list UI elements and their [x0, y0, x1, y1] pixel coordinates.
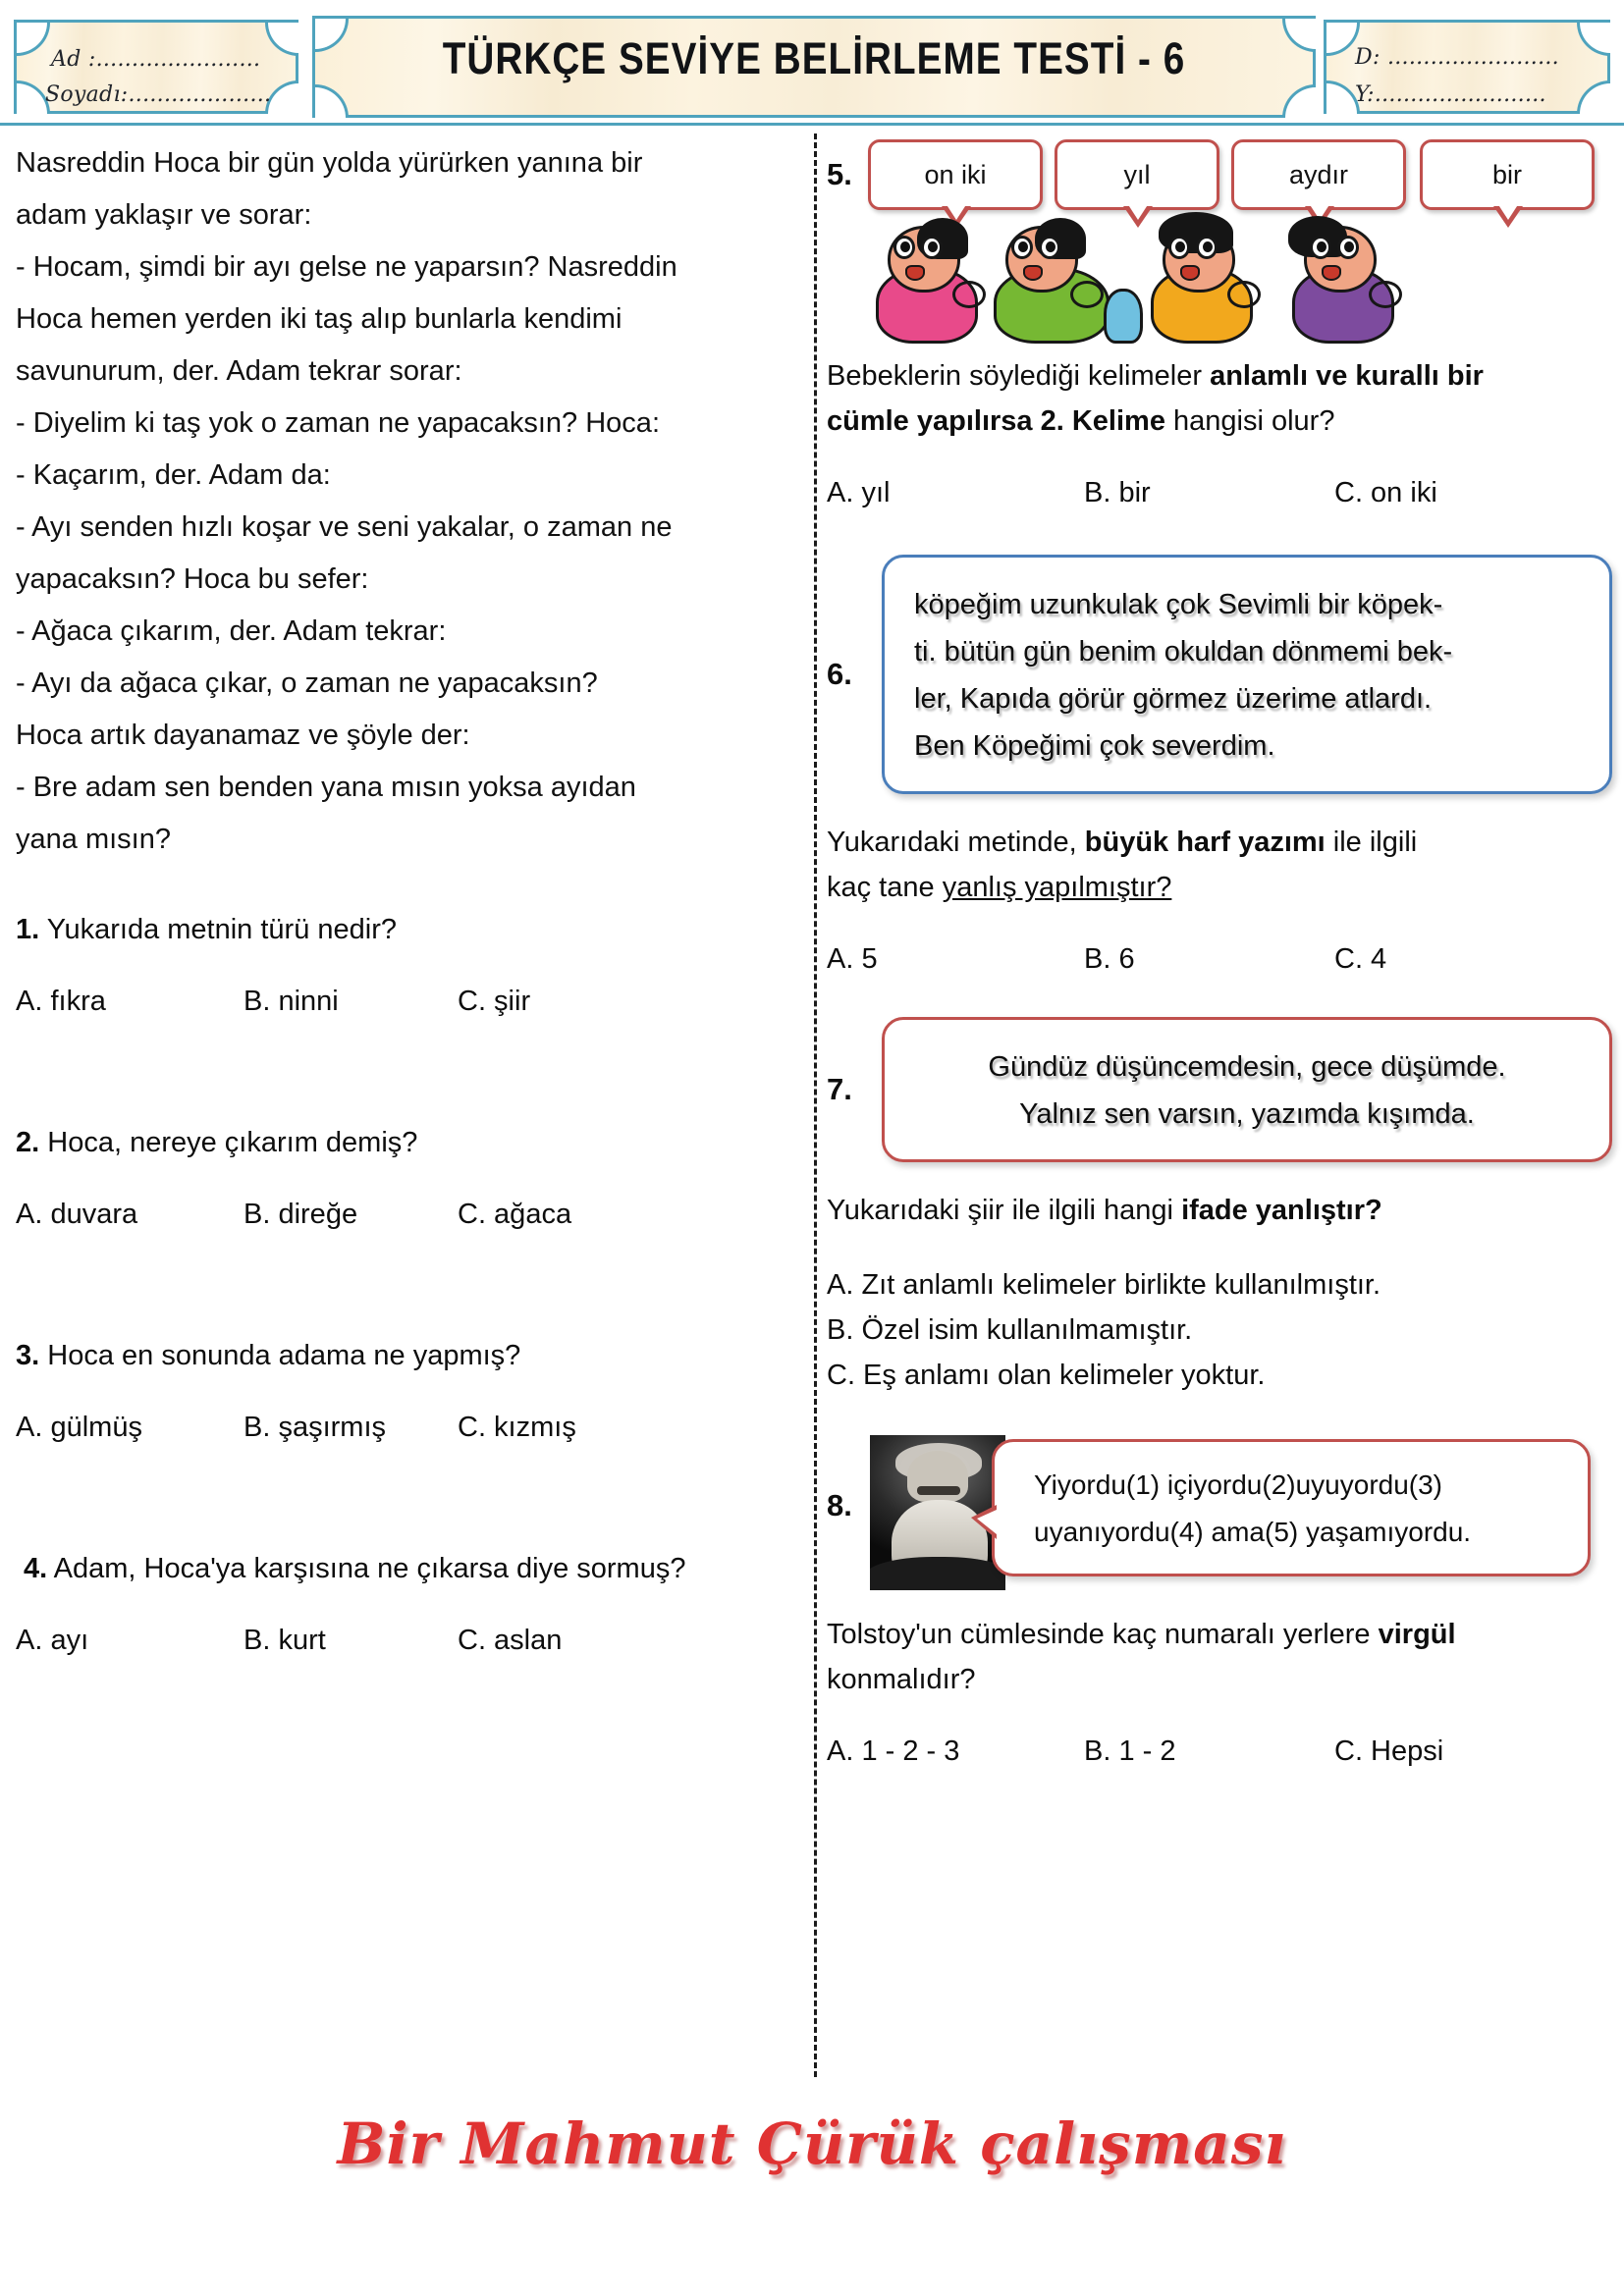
callout-line: Yiyordu(1) içiyordu(2)uyuyordu(3) — [1034, 1469, 1443, 1500]
option-b[interactable]: B. ninni — [244, 986, 339, 1017]
baby-mouth — [1322, 265, 1341, 281]
question-4 — [16, 1546, 801, 1657]
baby-eye — [1011, 236, 1033, 259]
baby-arm — [952, 281, 986, 308]
worksheet-header — [0, 12, 1624, 120]
answer-options — [16, 1412, 801, 1444]
box-line: köpeğim uzunkulak çok Sevimli bir köpek- — [914, 589, 1443, 620]
option-a[interactable]: A. Zıt anlamlı kelimeler birlikte kullanılmıştır. — [827, 1269, 1381, 1301]
bubble-word: bir — [1491, 159, 1522, 189]
option-a[interactable]: A. 1 - 2 - 3 — [827, 1735, 960, 1767]
option-b[interactable]: B. şaşırmış — [244, 1412, 387, 1443]
right-column — [827, 137, 1612, 1768]
question-3 — [16, 1333, 801, 1444]
option-c[interactable]: C. Eş anlamı olan kelimeler yoktur. — [827, 1360, 1266, 1391]
question-8 — [827, 1435, 1612, 1594]
question-2 — [16, 1120, 801, 1231]
notch-corner — [1282, 84, 1316, 118]
page-title: TÜRKÇE SEVİYE BELİRLEME TESTİ - 6 — [442, 33, 1186, 83]
option-a[interactable]: A. ayı — [16, 1625, 89, 1656]
notch-corner — [315, 19, 349, 52]
notch-corner — [315, 84, 349, 118]
passage-line: Nasreddin Hoca bir gün yolda yürürken yanına bir — [16, 147, 643, 179]
baby-mouth — [1023, 265, 1043, 281]
passage-line: - Ayı da ağaca çıkar, o zaman ne yapacaksın? — [16, 667, 598, 699]
option-c[interactable]: C. şiir — [458, 986, 531, 1017]
q6-stem-underline: yanlış yapılmıştır? — [942, 872, 1172, 903]
class-field-label[interactable]: D: ........................ — [1355, 45, 1559, 70]
question-stem: Yukarıda metnin türü nedir? — [46, 914, 398, 945]
callout-tail-icon — [971, 1505, 997, 1539]
option-c[interactable]: C. ağaca — [458, 1199, 572, 1230]
baby-mouth — [905, 265, 925, 281]
answer-options — [827, 943, 1612, 976]
q8-stem-bold: virgül — [1378, 1619, 1456, 1650]
callout-line: uyanıyordu(4) ama(5) yaşamıyordu. — [1034, 1517, 1472, 1547]
q7-poem-box — [882, 1017, 1612, 1162]
year-field-label[interactable]: Y:........................ — [1355, 82, 1546, 107]
answer-options — [16, 1625, 801, 1657]
question-6 — [827, 555, 1612, 794]
baby-eye — [1196, 236, 1218, 259]
passage-line: - Kaçarım, der. Adam da: — [16, 459, 331, 491]
q5-stem-bold1: anlamlı ve kurallı bir — [1210, 360, 1484, 392]
question-number: 8. — [827, 1488, 852, 1522]
question-5-stem — [827, 353, 1612, 509]
passage-line: yapacaksın? Hoca bu sefer: — [16, 563, 369, 595]
passage-line: - Ağaca çıkarım, der. Adam tekrar: — [16, 615, 447, 647]
q7-stem-bold: ifade yanlıştır? — [1181, 1195, 1382, 1226]
option-b[interactable]: B. kurt — [244, 1625, 326, 1656]
baby-arm — [1369, 281, 1402, 308]
option-b[interactable]: B. bir — [1084, 477, 1151, 508]
baby-figure-4 — [1292, 206, 1410, 344]
q6-stem-bold: büyük harf yazımı — [1084, 827, 1326, 858]
option-b[interactable]: B. Özel isim kullanılmamıştır. — [827, 1314, 1193, 1346]
question-stem: Hoca, nereye çıkarım demiş? — [47, 1127, 418, 1158]
question-8-stem — [827, 1612, 1612, 1768]
option-c[interactable]: C. Hepsi — [1334, 1735, 1444, 1767]
babies-illustration — [876, 196, 1563, 344]
baby-figure-1 — [876, 206, 986, 344]
passage-line: Hoca hemen yerden iki taş alıp bunlarla kendimi — [16, 303, 623, 335]
bubble-word: on iki — [924, 159, 987, 189]
q8-stem-part2: konmalıdır? — [827, 1664, 976, 1695]
baby-eye — [921, 236, 943, 259]
q8-callout-box — [992, 1439, 1591, 1576]
option-a[interactable]: A. fıkra — [16, 986, 106, 1017]
baby-mouth — [1180, 265, 1200, 281]
question-number: 5. — [827, 157, 852, 191]
passage-line: savunurum, der. Adam tekrar sorar: — [16, 355, 462, 387]
bubble-word: yıl — [1123, 159, 1151, 189]
q5-stem-part2: hangisi olur? — [1164, 405, 1335, 437]
answer-options — [16, 1199, 801, 1231]
notch-corner — [1282, 19, 1316, 52]
name-field-label[interactable]: Ad :....................... — [51, 47, 261, 72]
passage-line: Hoca artık dayanamaz ve şöyle der: — [16, 720, 470, 751]
box-line: Gündüz düşüncemdesin, gece düşümde. — [988, 1051, 1506, 1083]
notch-corner — [1577, 80, 1610, 114]
column-divider — [814, 133, 817, 2077]
passage-line: - Hocam, şimdi bir ayı gelse ne yaparsın? Nasreddin — [16, 251, 677, 283]
option-b[interactable]: B. direğe — [244, 1199, 358, 1230]
question-stem: Hoca en sonunda adama ne yapmış? — [47, 1340, 521, 1371]
baby-figure-3 — [1151, 200, 1278, 344]
option-c[interactable]: C. kızmış — [458, 1412, 576, 1443]
question-number: 3. — [16, 1340, 40, 1371]
passage-line: - Diyelim ki taş yok o zaman ne yapacaksın? Hoca: — [16, 407, 660, 439]
notch-corner — [17, 23, 50, 56]
baby-eye — [1168, 236, 1190, 259]
question-stem: Adam, Hoca'ya karşısına ne çıkarsa diye sormuş? — [53, 1553, 686, 1584]
passage-line: - Ayı senden hızlı koşar ve seni yakalar, o zaman ne — [16, 511, 673, 543]
question-6-stem — [827, 820, 1612, 976]
box-line: Ben Köpeğimi çok severdim. — [914, 730, 1275, 762]
option-b[interactable]: B. 6 — [1084, 943, 1135, 975]
question-5 — [827, 139, 1612, 346]
notch-corner — [265, 23, 298, 56]
toy-rabbit-icon — [1104, 289, 1143, 344]
option-a[interactable]: A. duvara — [16, 1199, 138, 1230]
q6-stem-part2: kaç tane — [827, 872, 943, 903]
notch-corner — [1577, 23, 1610, 56]
footer — [0, 2110, 1624, 2177]
question-7-stem — [827, 1188, 1612, 1398]
passage-line: adam yaklaşır ve sorar: — [16, 199, 312, 231]
option-a[interactable]: A. gülmüş — [16, 1412, 142, 1443]
q5-stem-bold2: cümle yapılırsa 2. Kelime — [827, 405, 1165, 437]
credit-text: Bir Mahmut Çürük çalışması — [337, 2110, 1287, 2177]
box-line: ler, Kapıda görür görmez üzerime atlardı. — [914, 683, 1433, 715]
question-number: 4. — [24, 1553, 48, 1584]
question-7 — [827, 1017, 1612, 1162]
baby-eye — [1039, 236, 1060, 259]
answer-options — [16, 986, 801, 1018]
option-a[interactable]: A. yıl — [827, 477, 891, 508]
bubble-word: aydır — [1288, 159, 1349, 189]
question-number: 2. — [16, 1127, 40, 1158]
passage-line: yana mısın? — [16, 824, 171, 855]
q6-passage-box — [882, 555, 1612, 794]
answer-options — [827, 477, 1612, 509]
header-divider-rule — [0, 123, 1624, 126]
reading-passage — [16, 137, 801, 866]
question-number: 7. — [827, 1072, 852, 1106]
surname-field-label[interactable]: Soyadı:.................... — [45, 82, 272, 107]
baby-arm — [1227, 281, 1261, 308]
baby-eye — [1310, 236, 1331, 259]
question-number: 6. — [827, 657, 852, 691]
option-b[interactable]: B. 1 - 2 — [1084, 1735, 1176, 1767]
baby-arm — [1070, 281, 1104, 308]
option-c[interactable]: C. 4 — [1334, 943, 1387, 975]
question-number: 1. — [16, 914, 40, 945]
option-c[interactable]: C. on iki — [1334, 477, 1437, 508]
box-line: ti. bütün gün benim okuldan dönmemi bek- — [914, 636, 1453, 667]
baby-figure-2 — [994, 196, 1131, 344]
q6-stem-part1: Yukarıdaki metinde, — [827, 827, 1085, 858]
q6-stem-tail: ile ilgili — [1325, 827, 1418, 858]
option-a[interactable]: A. 5 — [827, 943, 878, 975]
passage-line: - Bre adam sen benden yana mısın yoksa ayıdan — [16, 772, 636, 803]
left-column — [16, 137, 801, 1657]
answer-options — [827, 1735, 1612, 1768]
baby-eye — [1337, 236, 1359, 259]
option-c[interactable]: C. aslan — [458, 1625, 563, 1656]
q7-stem-part1: Yukarıdaki şiir ile ilgili hangi — [827, 1195, 1182, 1226]
q5-stem-part1: Bebeklerin söylediği kelimeler — [827, 360, 1211, 392]
question-1 — [16, 907, 801, 1018]
box-line: Yalnız sen varsın, yazımda kışımda. — [1019, 1098, 1475, 1130]
q8-stem-part1: Tolstoy'un cümlesinde kaç numaralı yerlere — [827, 1619, 1379, 1650]
baby-eye — [893, 236, 915, 259]
